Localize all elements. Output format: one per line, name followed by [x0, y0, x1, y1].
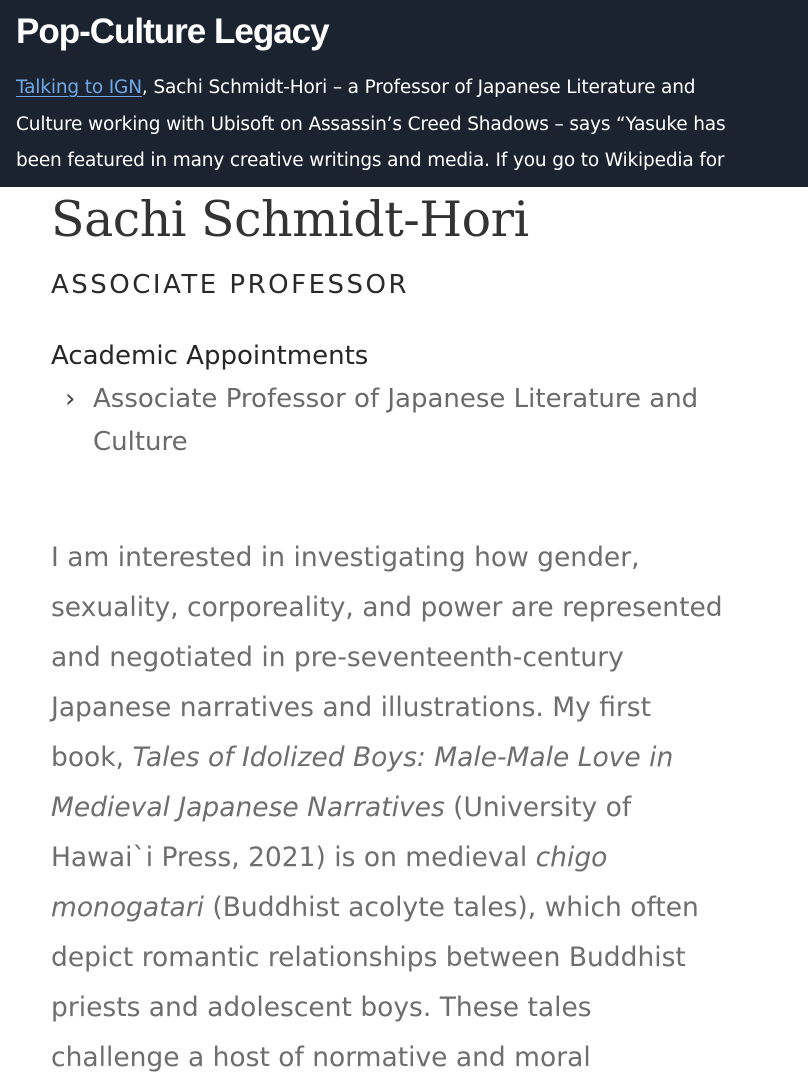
bio-line: priests and adolescent boys. These tales [51, 992, 592, 1023]
book-title: Medieval Japanese Narratives [51, 792, 445, 823]
profile-rank: ASSOCIATE PROFESSOR [51, 270, 410, 300]
bio-line: I am interested in investigating how gender, [51, 542, 640, 573]
term-italic: chigo [535, 842, 608, 873]
profile-bio [51, 533, 781, 1083]
bio-line: Japanese narratives and illustrations. My first [51, 692, 651, 723]
appointment-title-line: Associate Professor of Japanese Literature and [93, 384, 699, 414]
appointments-heading: Academic Appointments [51, 341, 369, 371]
overlay-line: been featured in many creative writings and media. If you go to Wikipedia for [16, 150, 725, 171]
overlay-line [16, 70, 792, 107]
chevron-right-icon: › [65, 384, 76, 414]
overlay-line: Culture working with Ubisoft on Assassin’s Creed Shadows – says “Yasuke has [16, 113, 726, 135]
bio-line: depict romantic relationships between Buddhist [51, 942, 686, 973]
overlay-title: Pop-Culture Legacy [16, 12, 329, 51]
bio-line [51, 733, 781, 783]
bio-line: challenge a host of normative and moral [51, 1042, 591, 1073]
profile-name: Sachi Schmidt-Hori [51, 191, 529, 248]
appointment-title-line: Culture [93, 427, 188, 457]
appointment-item[interactable] [51, 378, 771, 464]
book-title: Tales of Idolized Boys: Male-Male Love in [132, 742, 674, 773]
article-overlay [0, 0, 808, 187]
ign-link[interactable]: Talking to IGN [16, 77, 142, 98]
bio-text: book, [51, 742, 133, 773]
bio-line: and negotiated in pre-seventeenth-century [51, 642, 624, 673]
bio-line [51, 783, 781, 833]
faculty-profile [51, 187, 771, 1083]
bio-text: Hawai`i Press, 2021) is on medieval [51, 842, 536, 873]
bio-text: (University of [444, 792, 632, 823]
bio-text: (Buddhist acolyte tales), which often [203, 892, 699, 923]
term-italic: monogatari [51, 892, 204, 923]
overlay-paragraph [16, 70, 792, 180]
bio-line: sexuality, corporeality, and power are represented [51, 592, 723, 623]
appointment-title [93, 378, 771, 464]
overlay-line-text: , Sachi Schmidt-Hori – a Professor of Japanese Literature and [141, 77, 696, 98]
bio-line [51, 833, 781, 883]
bio-line [51, 883, 781, 933]
